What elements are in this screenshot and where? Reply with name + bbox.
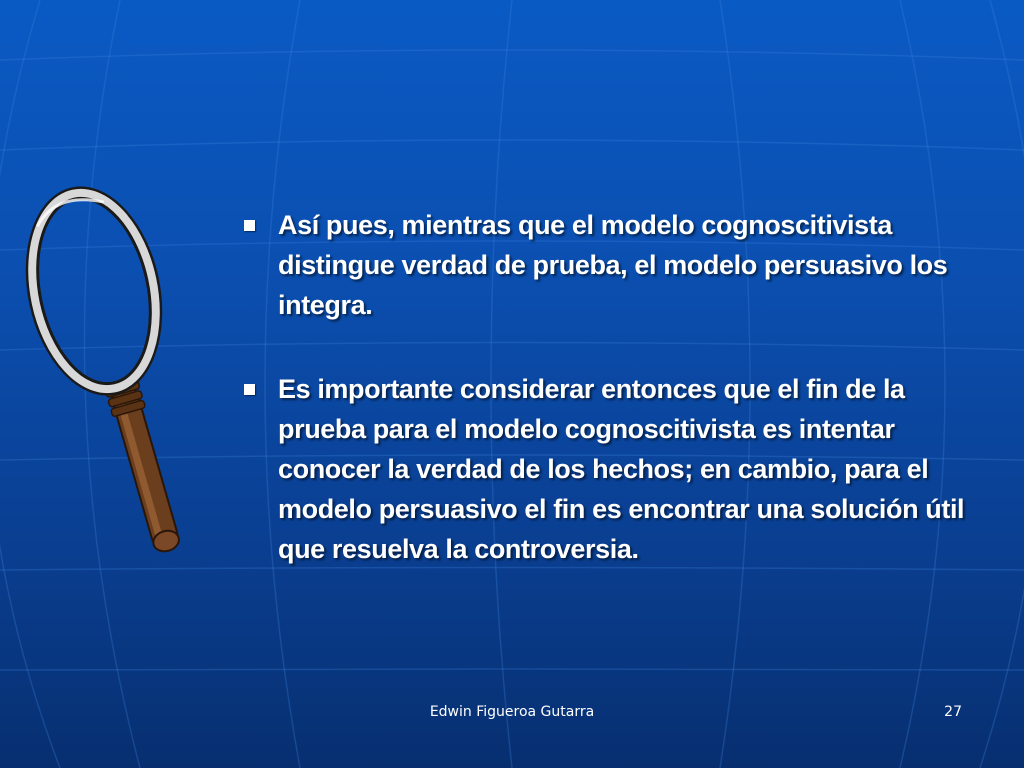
bullet-list bbox=[240, 205, 970, 613]
bullet-text: Es importante considerar entonces que el fin de la prueba para el modelo cognoscitivista es intentar conocer la verdad de los hechos; en cambio, para el modelo persuasivo el fin es encontrar una solución útil que resuelva la controversia. bbox=[278, 374, 965, 564]
page-number: 27 bbox=[944, 704, 962, 720]
magnifying-glass-icon bbox=[22, 186, 202, 556]
square-bullet-icon bbox=[244, 384, 255, 395]
bullet-item bbox=[240, 205, 970, 325]
footer-author: Edwin Figueroa Gutarra bbox=[429, 704, 595, 720]
bullet-item bbox=[240, 369, 970, 569]
bullet-text: Así pues, mientras que el modelo cognoscitivista distingue verdad de prueba, el modelo persuasivo los integra. bbox=[278, 210, 948, 320]
square-bullet-icon bbox=[244, 220, 255, 231]
